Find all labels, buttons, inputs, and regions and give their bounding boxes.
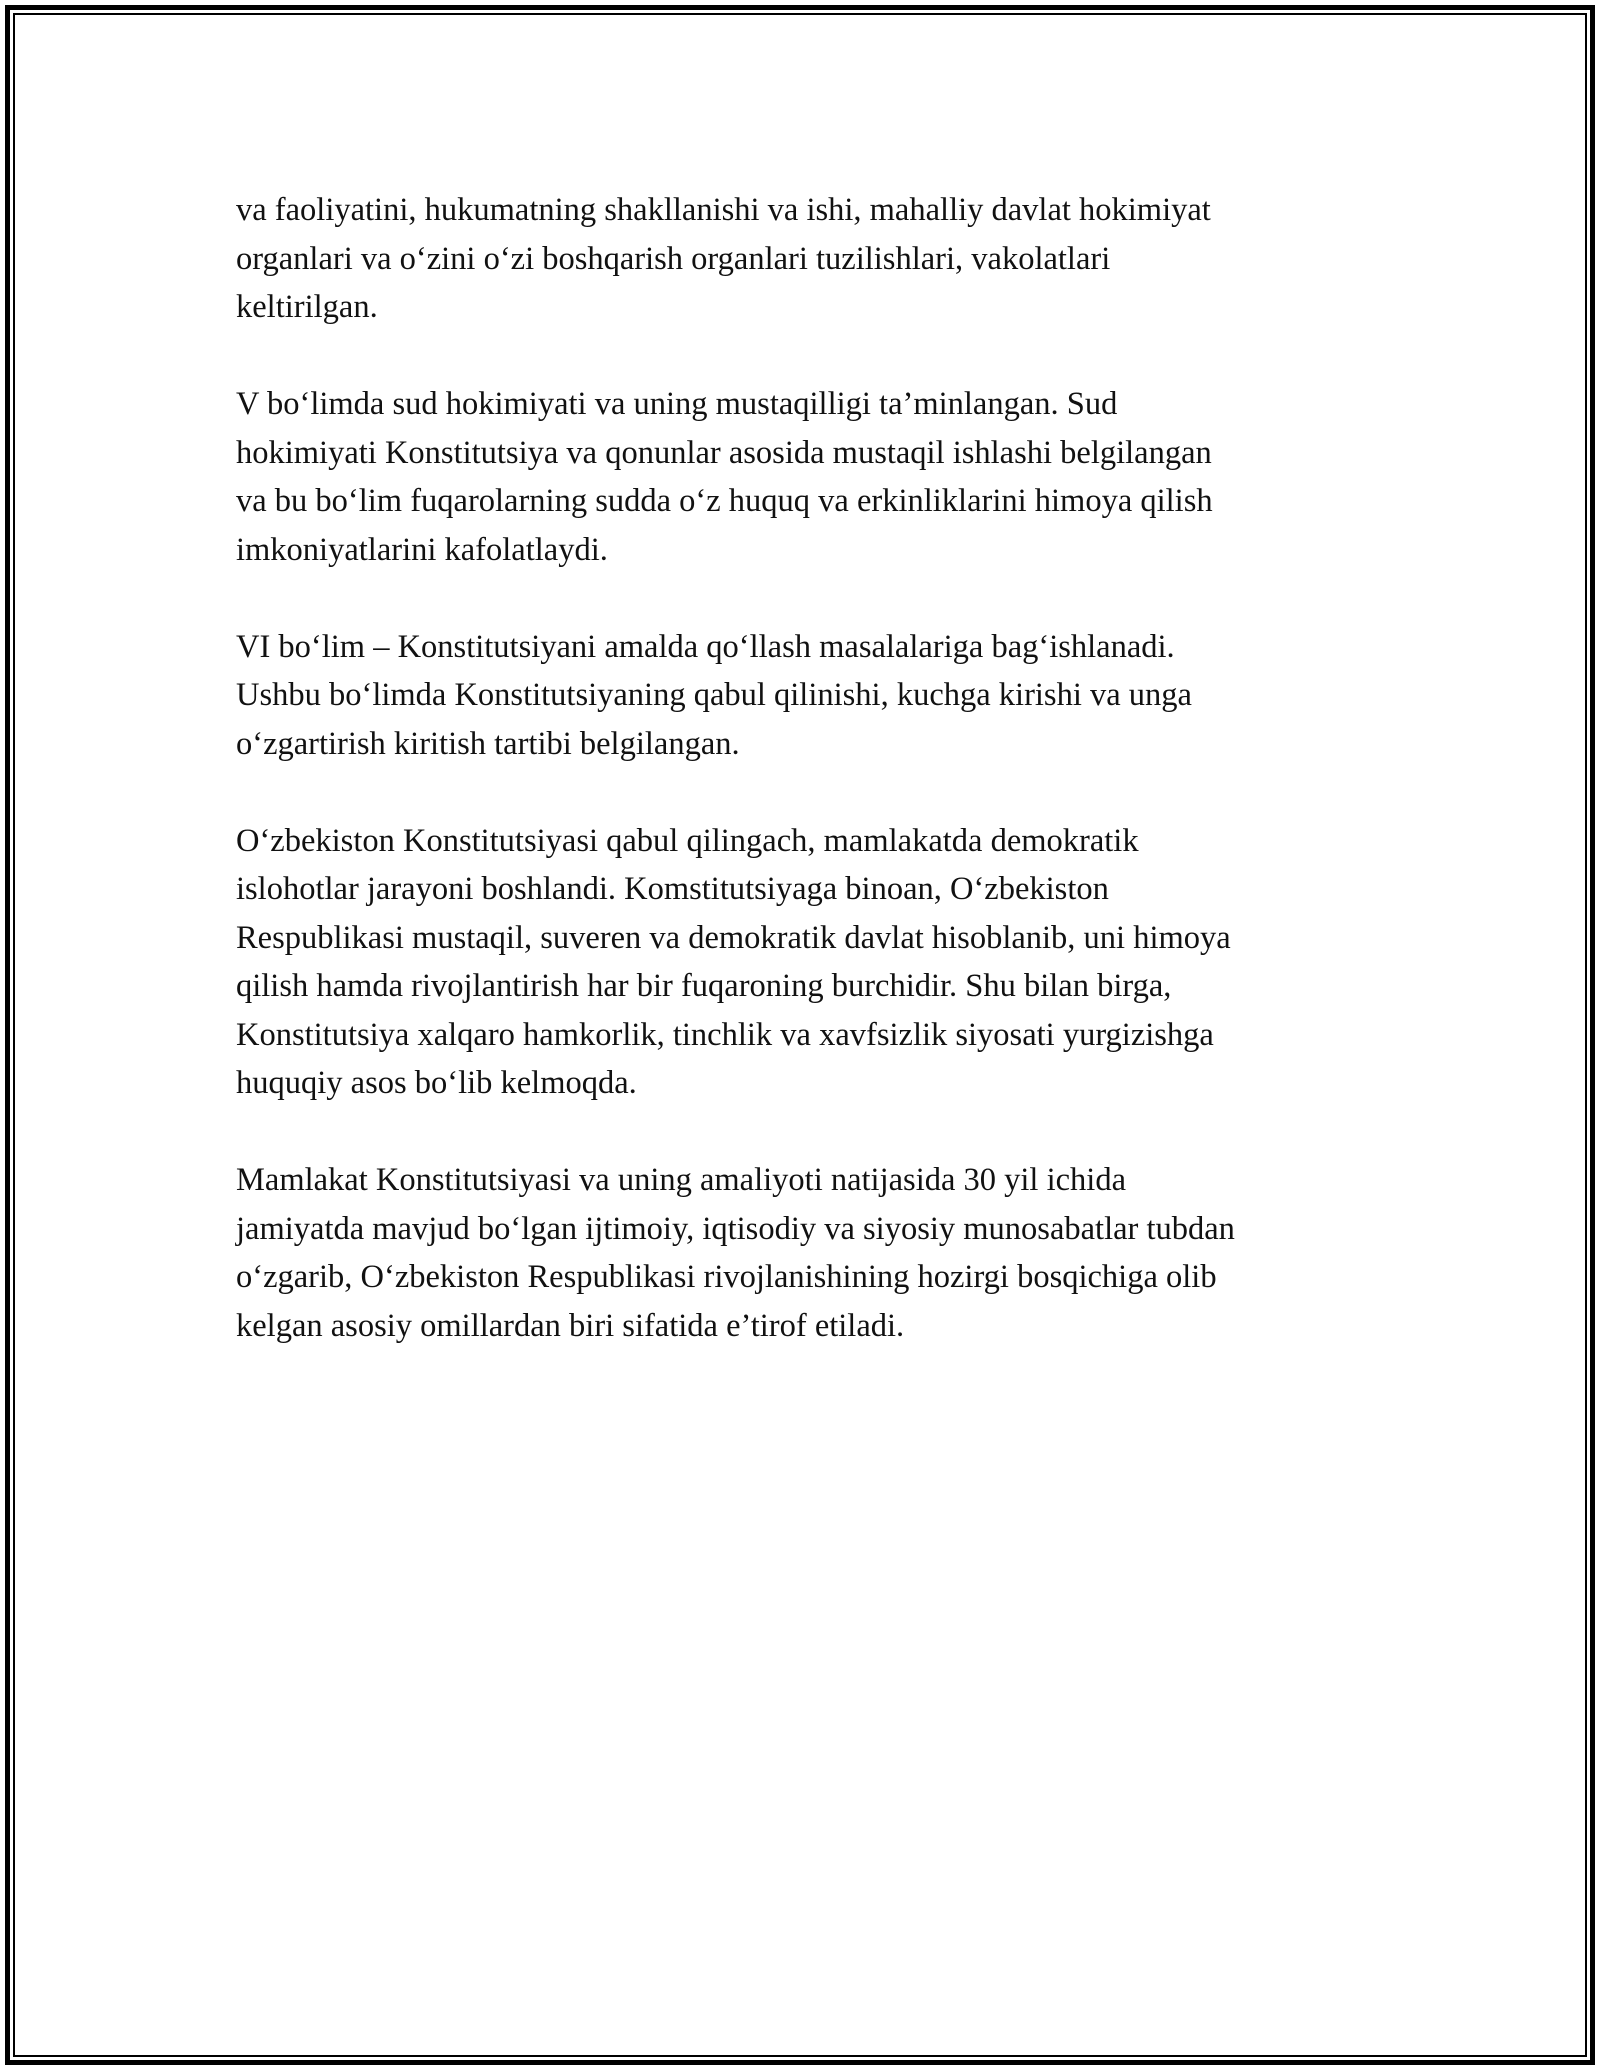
paragraph-4 (236, 817, 1396, 1108)
text-line: O‘zbekiston Konstitutsiyasi qabul qilingach, mamlakatda demokratik (236, 822, 1139, 859)
text-line: qilish hamda rivojlantirish har bir fuqaroning burchidir. Shu bilan birga, (236, 968, 1172, 1004)
text-line: va faoliyatini, hukumatning shakllanishi va ishi, mahalliy davlat hokimiyat (236, 192, 1211, 228)
document-body (236, 186, 1396, 1399)
paragraph-2 (236, 380, 1396, 574)
text-line: kelgan asosiy omillardan biri sifatida e’tirof etiladi. (236, 1307, 905, 1344)
text-line: organlari va o‘zini o‘zi boshqarish organlari tuzilishlari, vakolatlari (236, 240, 1111, 277)
text-line: o‘zgarib, O‘zbekiston Respublikasi rivojlanishining hozirgi bosqichiga olib (236, 1259, 1217, 1295)
text-line: keltirilgan. (236, 289, 378, 325)
text-line: islohotlar jarayoni boshlandi. Komstitutsiyaga binoan, O‘zbekiston (236, 871, 1109, 907)
text-line: Konstitutsiya xalqaro hamkorlik, tinchlik va xavfsizlik siyosati yurgizishga (236, 1016, 1214, 1053)
text-line: hokimiyati Konstitutsiya va qonunlar asosida mustaqil ishlashi belgilangan (236, 434, 1212, 471)
text-line: Respublikasi mustaqil, suveren va demokratik davlat hisoblanib, uni himoya (236, 919, 1231, 956)
text-line: imkoniyatlarini kafolatlaydi. (236, 531, 608, 568)
text-line: Ushbu bo‘limda Konstitutsiyaning qabul qilinishi, kuchga kirishi va unga (236, 677, 1192, 713)
paragraph-5 (236, 1156, 1396, 1350)
text-line: Mamlakat Konstitutsiyasi va uning amaliyoti natijasida 30 yil ichida (236, 1162, 1126, 1198)
text-line: o‘zgartirish kiritish tartibi belgilangan. (236, 725, 740, 762)
text-line: V bo‘limda sud hokimiyati va uning mustaqilligi ta’minlangan. Sud (236, 386, 1118, 422)
text-line: va bu bo‘lim fuqarolarning sudda o‘z huquq va erkinliklarini himoya qilish (236, 483, 1213, 519)
paragraph-1 (236, 186, 1396, 332)
paragraph-3 (236, 623, 1396, 769)
text-line: VI bo‘lim – Konstitutsiyani amalda qo‘llash masalalariga bag‘ishlanadi. (236, 628, 1175, 665)
text-line: huquqiy asos bo‘lib kelmoqda. (236, 1065, 637, 1101)
text-line: jamiyatda mavjud bo‘lgan ijtimoiy, iqtisodiy va siyosiy munosabatlar tubdan (236, 1210, 1235, 1247)
